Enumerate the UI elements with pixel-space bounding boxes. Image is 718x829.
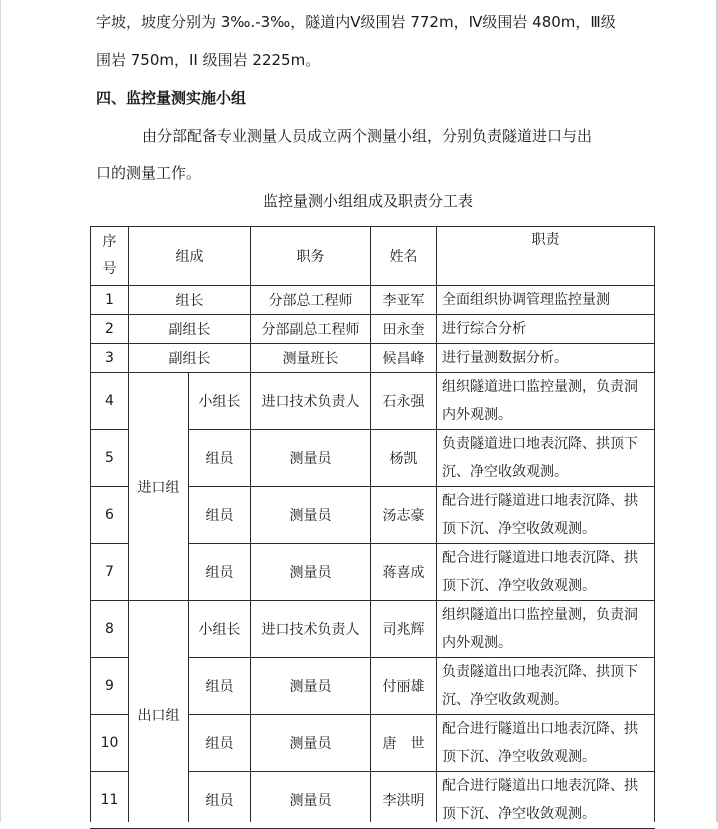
cell-seq: 2 [91, 315, 129, 344]
header-seq-line: 序 [102, 234, 117, 250]
duty-line: 顶下沉、净空收敛观测。 [442, 578, 596, 594]
cell-duty [437, 772, 655, 829]
cell-subgroup: 组员 [189, 658, 251, 715]
section-heading: 四、监控量测实施小组 [96, 89, 247, 107]
cell-name: 李亚军 [371, 286, 437, 315]
header-name: 姓名 [371, 227, 437, 286]
table-caption: 监控量测小组组成及职责分工表 [263, 192, 474, 210]
cell-role: 测量员 [251, 772, 371, 829]
cell-group-entry: 进口组 [129, 373, 189, 601]
duty-line: 配合进行隧道出口地表沉降、拱 [442, 721, 638, 737]
duty-line: 配合进行隧道进口地表沉降、拱 [442, 550, 638, 566]
cell-seq: 1 [91, 286, 129, 315]
cell-name: 候昌峰 [371, 344, 437, 373]
cell-group: 组长 [129, 286, 251, 315]
cell-role: 分部总工程师 [251, 286, 371, 315]
header-group: 组成 [129, 227, 251, 286]
cell-seq: 10 [91, 715, 129, 772]
cell-role: 分部副总工程师 [251, 315, 371, 344]
cell-seq: 7 [91, 544, 129, 601]
cell-seq: 9 [91, 658, 129, 715]
cell-subgroup: 组员 [189, 430, 251, 487]
cell-duty [437, 430, 655, 487]
cell-duty [437, 487, 655, 544]
cell-role: 测量员 [251, 430, 371, 487]
cell-seq: 4 [91, 373, 129, 430]
header-seq [91, 227, 129, 286]
cell-role: 测量班长 [251, 344, 371, 373]
cell-group: 副组长 [129, 315, 251, 344]
table-row [91, 286, 655, 315]
duty-line: 沉、净空收敛观测。 [442, 692, 568, 708]
header-duty: 职责 [437, 227, 655, 286]
duty-line: 组织隧道进口监控量测，负责洞 [442, 379, 638, 395]
page-bottom-crop [0, 822, 718, 828]
duty-line: 顶下沉、净空收敛观测。 [442, 521, 596, 537]
duty-line: 负责隧道出口地表沉降、拱顶下 [442, 664, 638, 680]
header-role: 职务 [251, 227, 371, 286]
cell-group-exit: 出口组 [129, 601, 189, 829]
cell-role: 测量员 [251, 487, 371, 544]
cell-duty [437, 658, 655, 715]
paragraph-line: 口的测量工作。 [96, 164, 202, 182]
cell-name: 石永强 [371, 373, 437, 430]
duty-line: 内外观测。 [442, 407, 512, 423]
cell-duty: 进行综合分析 [437, 315, 655, 344]
cell-duty [437, 544, 655, 601]
cell-role: 测量员 [251, 715, 371, 772]
cell-duty: 全面组织协调管理监控量测 [437, 286, 655, 315]
cell-subgroup: 组员 [189, 715, 251, 772]
team-roster-table [90, 226, 655, 829]
duty-line: 配合进行隧道出口地表沉降、拱 [442, 778, 638, 794]
cell-duty [437, 601, 655, 658]
cell-role: 测量员 [251, 544, 371, 601]
cell-name: 李洪明 [371, 772, 437, 829]
paragraph-line: 由分部配备专业测量人员成立两个测量小组，分别负责隧道进口与出 [142, 127, 593, 145]
cell-name: 蒋喜成 [371, 544, 437, 601]
cell-role: 进口技术负责人 [251, 601, 371, 658]
cell-subgroup: 小组长 [189, 373, 251, 430]
cell-name: 汤志豪 [371, 487, 437, 544]
cell-subgroup: 组员 [189, 544, 251, 601]
cell-seq: 3 [91, 344, 129, 373]
body-text-line: 字坡，坡度分别为 3‰.-3‰，隧道内Ⅴ级围岩 772m，Ⅳ级围岩 480m，Ⅲ级 [96, 13, 616, 31]
cell-duty [437, 715, 655, 772]
cell-seq: 8 [91, 601, 129, 658]
table-row [91, 373, 655, 430]
header-seq-line: 号 [102, 261, 117, 277]
cell-subgroup: 小组长 [189, 601, 251, 658]
table-header-row [91, 227, 655, 286]
page-left-edge [0, 0, 1, 828]
cell-name: 田永奎 [371, 315, 437, 344]
cell-role: 测量员 [251, 658, 371, 715]
cell-seq: 6 [91, 487, 129, 544]
cell-subgroup: 组员 [189, 772, 251, 829]
table-row [91, 601, 655, 658]
table-row [91, 315, 655, 344]
cell-seq: 11 [91, 772, 129, 829]
cell-duty [437, 373, 655, 430]
body-text-line: 围岩 750m，II 级围岩 2225m。 [96, 51, 321, 69]
cell-name: 司兆辉 [371, 601, 437, 658]
duty-line: 负责隧道进口地表沉降、拱顶下 [442, 436, 638, 452]
duty-line: 顶下沉、净空收敛观测。 [442, 806, 596, 822]
cell-subgroup: 组员 [189, 487, 251, 544]
cell-seq: 5 [91, 430, 129, 487]
cell-name: 杨凯 [371, 430, 437, 487]
cell-duty: 进行量测数据分析。 [437, 344, 655, 373]
duty-line: 组织隧道出口监控量测，负责洞 [442, 607, 638, 623]
cell-name: 付丽雄 [371, 658, 437, 715]
duty-line: 顶下沉、净空收敛观测。 [442, 749, 596, 765]
duty-line: 配合进行隧道进口地表沉降、拱 [442, 493, 638, 509]
cell-role: 进口技术负责人 [251, 373, 371, 430]
duty-line: 内外观测。 [442, 635, 512, 651]
table-row [91, 344, 655, 373]
duty-line: 沉、净空收敛观测。 [442, 464, 568, 480]
cell-group: 副组长 [129, 344, 251, 373]
cell-name: 唐 世 [371, 715, 437, 772]
